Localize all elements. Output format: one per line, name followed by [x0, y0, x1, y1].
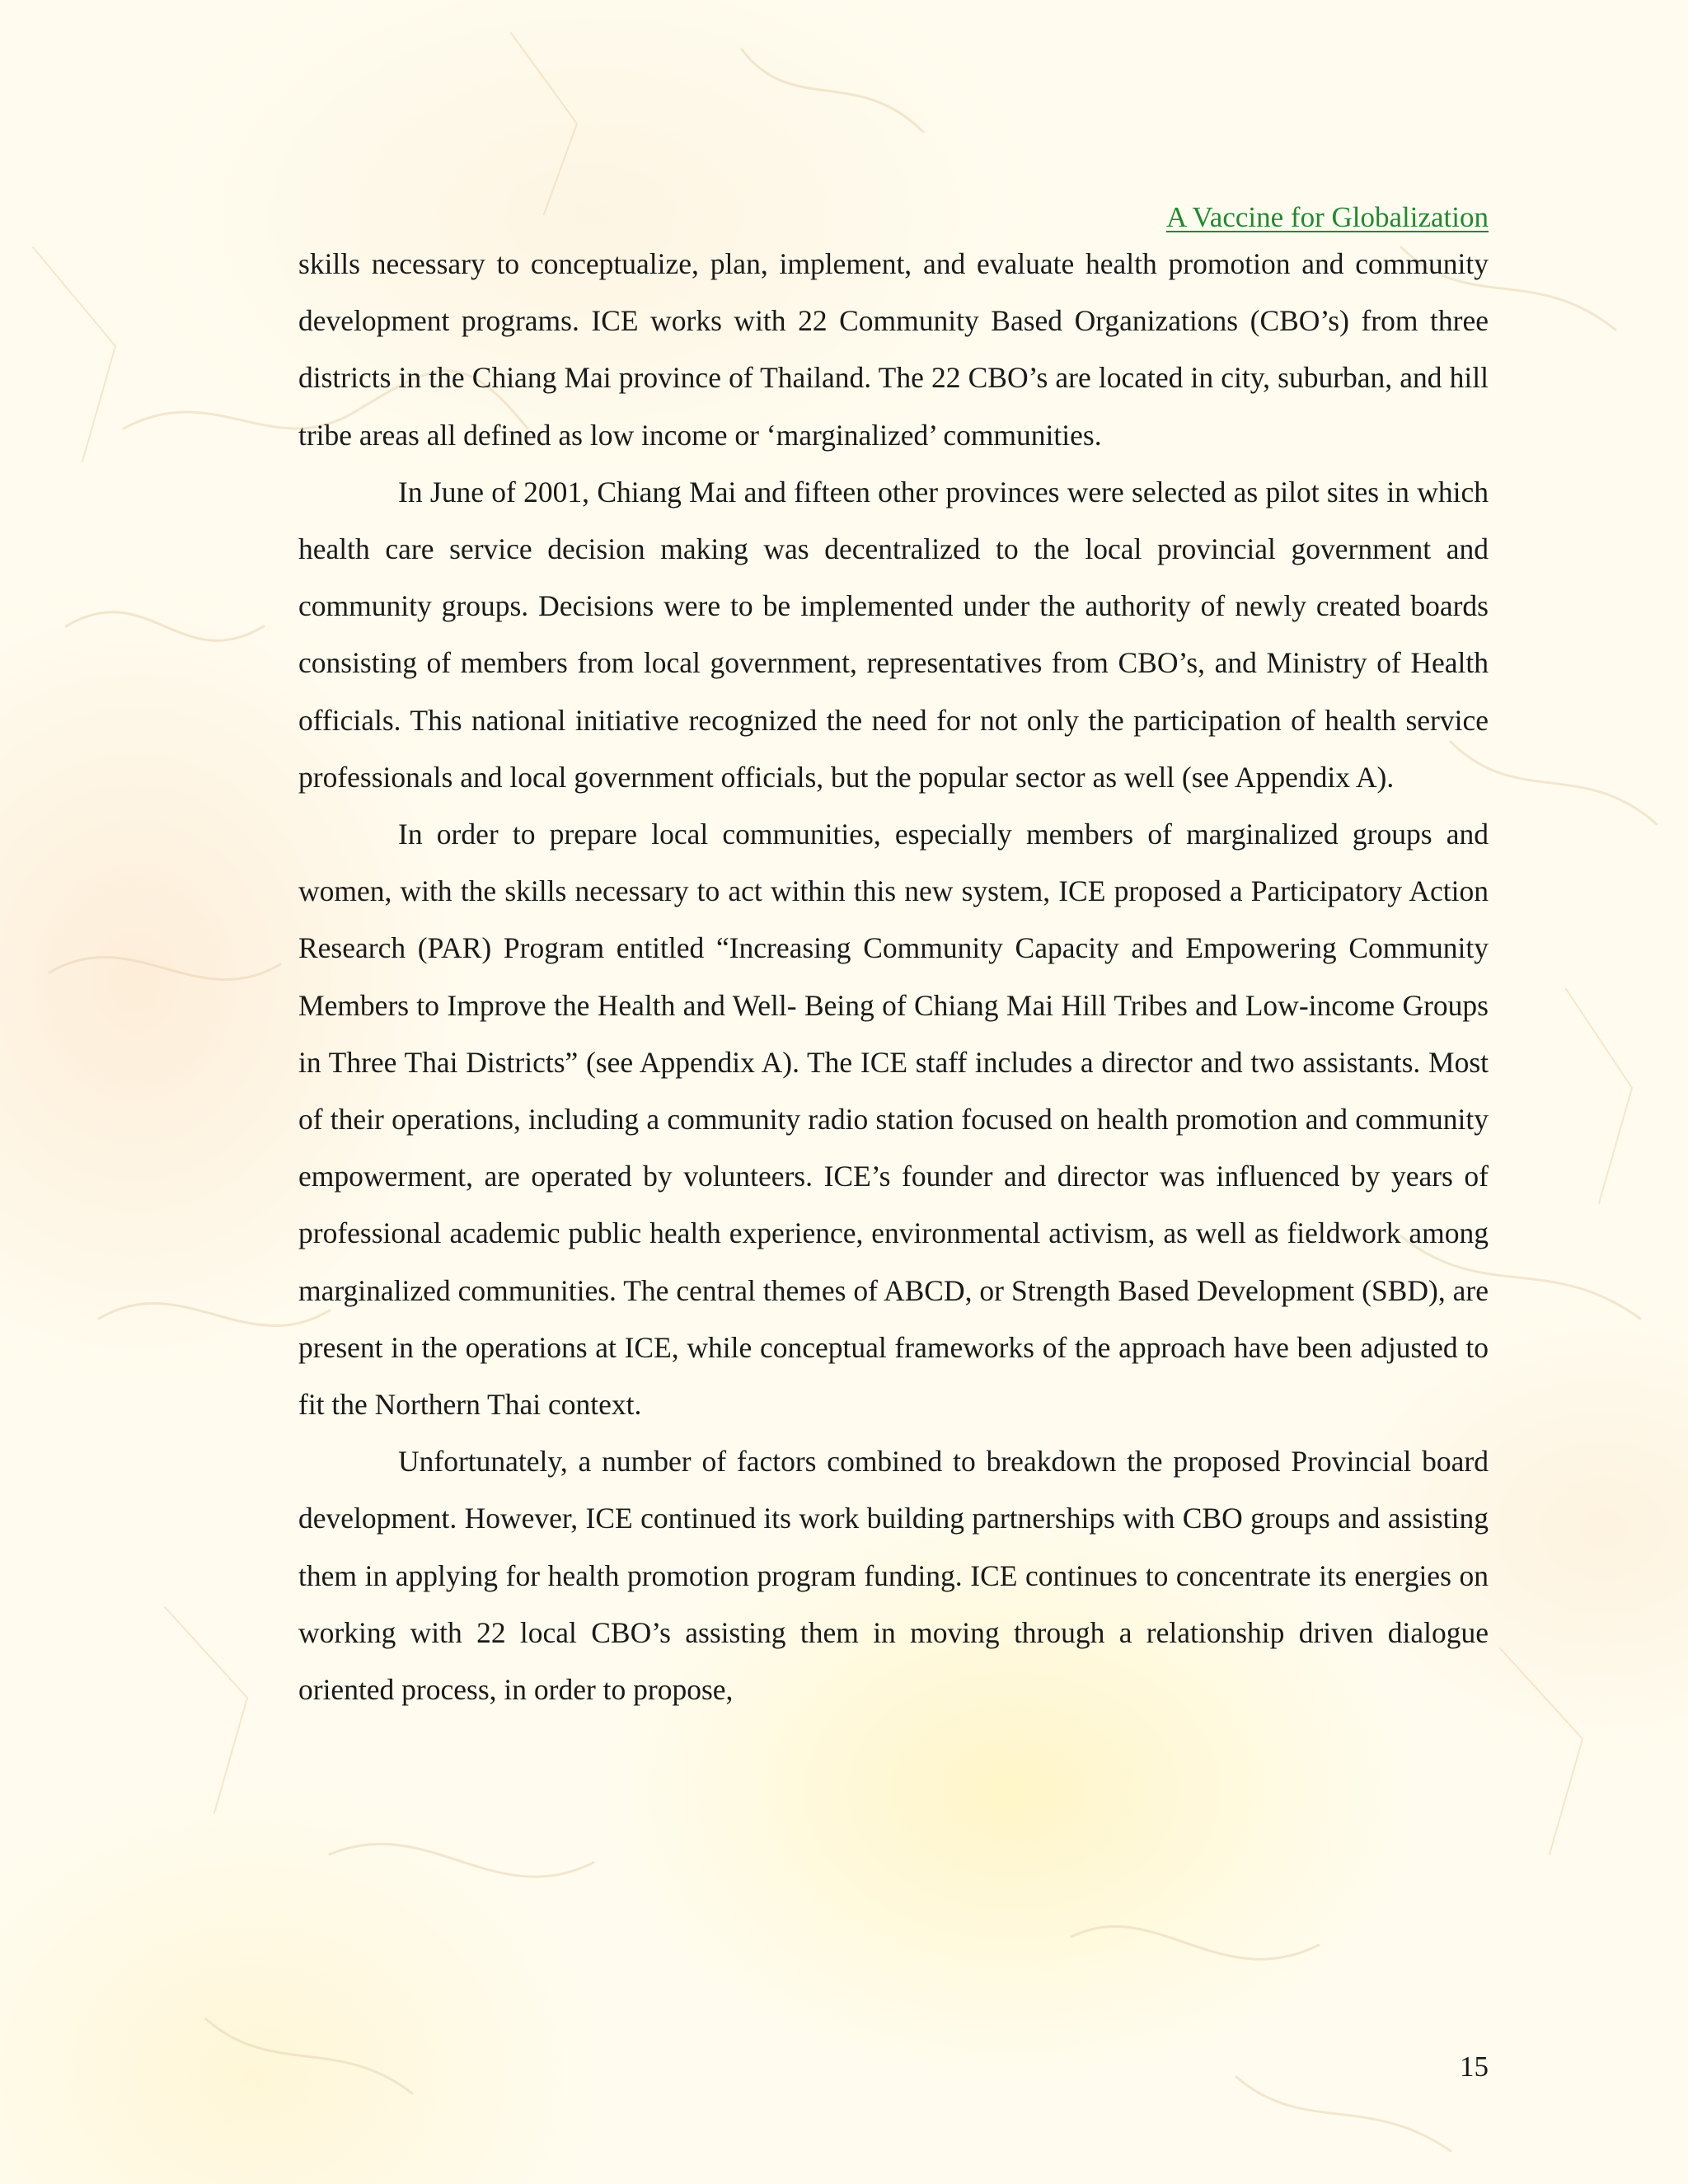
- paragraph: Unfortunately, a number of factors combined to breakdown the proposed Provincial board development. However, ICE continued its work building partnerships with CBO groups and assisting them in applying for health promotion program funding. ICE continues to concentrate its energies on working with 22 local CBO’s assisting them in moving through a relationship driven dialogue oriented process, in order to propose,: [298, 1445, 1489, 1707]
- paragraph: In order to prepare local communities, especially members of marginalized groups and women, with the skills necessary to act within this new system, ICE proposed a Participatory Action Research (PAR) Program entitled “Increasing Community Capacity and Empowering Community Members to Improve the Health and Well- Being of Chiang Mai Hill Tribes and Low-income Groups in Three Thai Districts” (see Appendix A). The ICE staff includes a director and two assistants. Most of their operations, including a community radio station focused on health promotion and community empowerment, are operated by volunteers. ICE’s founder and director was influenced by years of professional academic public health experience, environmental activism, as well as fieldwork among marginalized communities. The central themes of ABCD, or Strength Based Development (SBD), are present in the operations at ICE, while conceptual frameworks of the approach have been adjusted to fit the Northern Thai context.: [298, 818, 1489, 1422]
- page-number: 15: [1460, 2050, 1489, 2083]
- paragraph-continued: skills necessary to conceptualize, plan, implement, and evaluate health promotion and community development programs. ICE works with 22 Community Based Organizations (CBO’s) from three districts in the Chiang Mai province of Thailand. The 22 CBO’s are located in city, suburban, and hill tribe areas all defined as low income or ‘marginalized’ communities.: [298, 247, 1489, 452]
- running-header-title: A Vaccine for Globalization: [1165, 201, 1489, 233]
- paragraph: In June of 2001, Chiang Mai and fifteen other provinces were selected as pilot sites in which health care service decision making was decentralized to the local provincial government and community groups. Decisions were to be implemented under the authority of newly created boards consisting of members from local government, representatives from CBO’s, and Ministry of Health officials. This national initiative recognized the need for not only the participation of health service professionals and local government officials, but the popular sector as well (see Appendix A).: [298, 475, 1489, 794]
- body-text: [298, 236, 1489, 1718]
